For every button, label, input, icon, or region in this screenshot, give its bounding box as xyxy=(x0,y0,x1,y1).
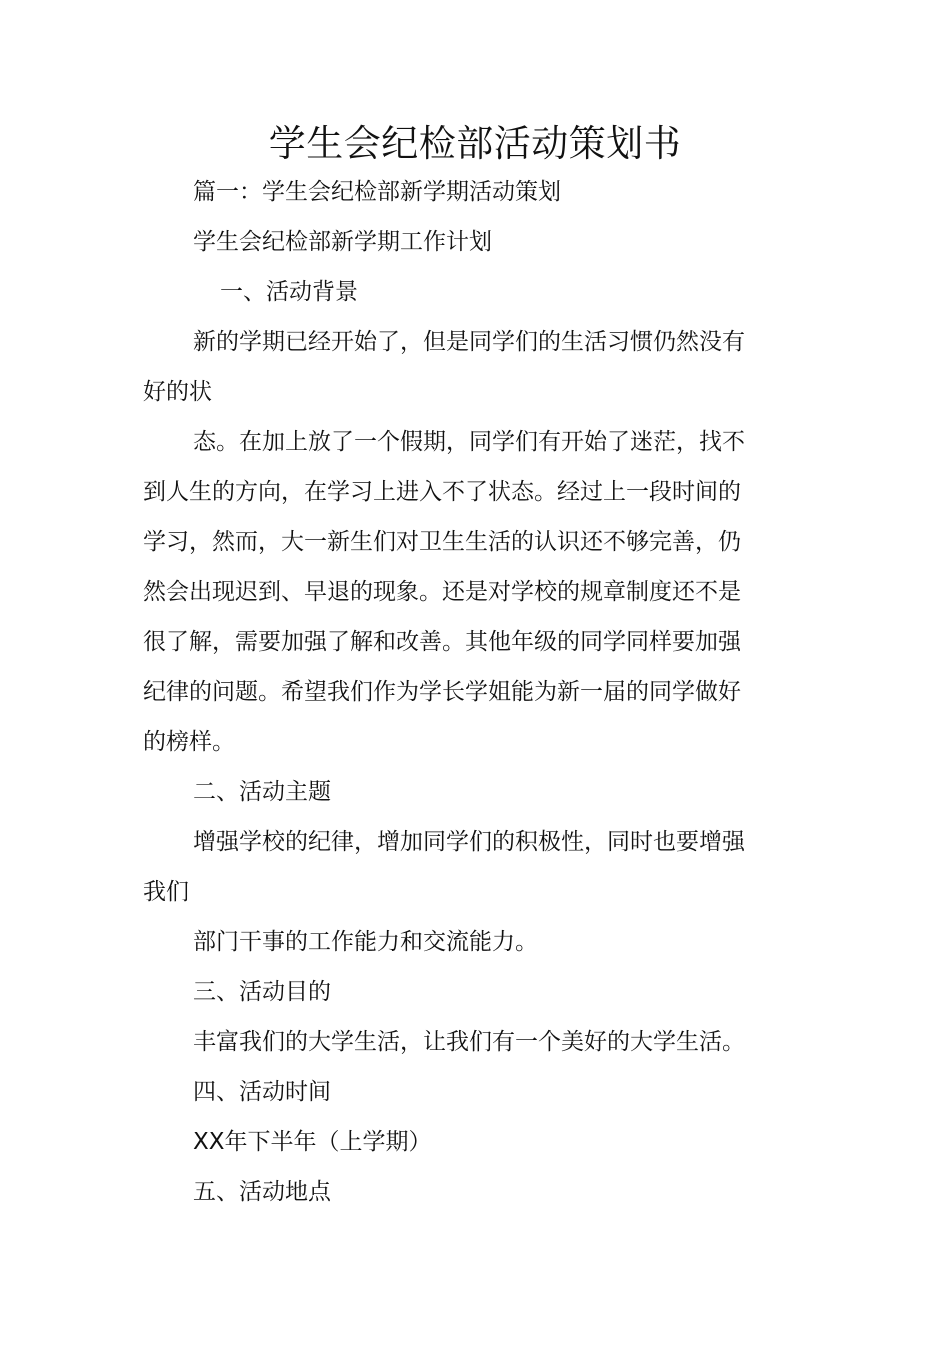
paragraph-line: 纪律的问题。希望我们作为学长学姐能为新一届的同学做好 xyxy=(143,679,741,705)
paragraph-line: 增强学校的纪律，增加同学们的积极性，同时也要增强 xyxy=(193,829,745,855)
paragraph-line: 我们 xyxy=(143,879,189,905)
section-heading-location: 五、活动地点 xyxy=(193,1179,331,1205)
section-heading-theme: 二、活动主题 xyxy=(193,779,331,805)
paragraph-line: 到人生的方向，在学习上进入不了状态。经过上一段时间的 xyxy=(143,479,741,505)
plan-heading: 学生会纪检部新学期工作计划 xyxy=(193,229,492,255)
section-heading-purpose: 三、活动目的 xyxy=(193,979,331,1005)
paragraph-line: 学习，然而，大一新生们对卫生生活的认识还不够完善，仍 xyxy=(143,529,741,555)
paragraph-line: 丰富我们的大学生活，让我们有一个美好的大学生活。 xyxy=(193,1029,745,1055)
paragraph-line: 很了解，需要加强了解和改善。其他年级的同学同样要加强 xyxy=(143,629,741,655)
paragraph-line: 的榜样。 xyxy=(143,729,235,755)
paragraph-line: 然会出现迟到、早退的现象。还是对学校的规章制度还不是 xyxy=(143,579,741,605)
subtitle-part-one: 篇一：学生会纪检部新学期活动策划 xyxy=(193,179,561,205)
paragraph-line: 态。在加上放了一个假期，同学们有开始了迷茫，找不 xyxy=(193,429,745,455)
paragraph-line: 好的状 xyxy=(143,379,212,405)
paragraph-line: XX年下半年（上学期） xyxy=(193,1129,432,1155)
paragraph-line: 新的学期已经开始了，但是同学们的生活习惯仍然没有 xyxy=(193,329,745,355)
section-heading-background: 一、活动背景 xyxy=(220,279,358,305)
section-heading-time: 四、活动时间 xyxy=(193,1079,331,1105)
document-title: 学生会纪检部活动策划书 xyxy=(268,122,682,165)
paragraph-line: 部门干事的工作能力和交流能力。 xyxy=(193,929,538,955)
